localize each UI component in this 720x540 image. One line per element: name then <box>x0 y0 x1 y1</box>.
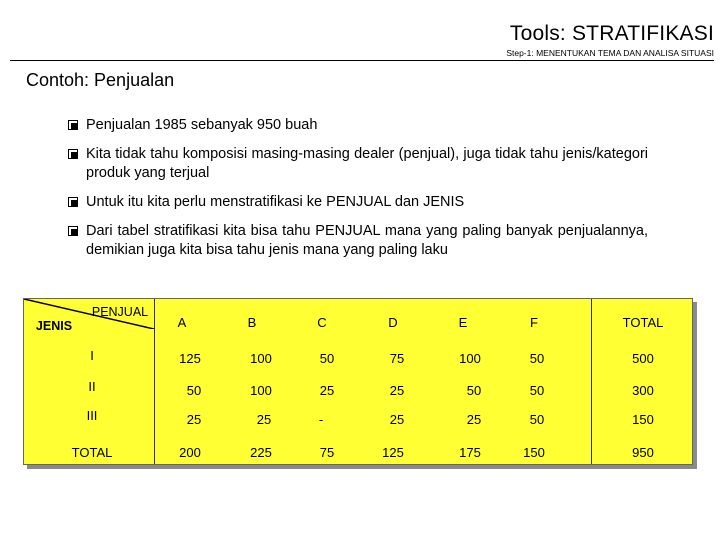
section-heading: Contoh: Penjualan <box>26 70 175 90</box>
column-header: C <box>317 315 327 330</box>
table-cell: 150 <box>632 412 654 427</box>
corner-header-penjual: PENJUAL <box>91 305 149 319</box>
table-cell: 100 <box>250 383 272 398</box>
table-cell: 125 <box>179 351 201 366</box>
table-cell: 300 <box>632 383 654 398</box>
table-divider <box>154 299 155 464</box>
table-cell: 25 <box>389 412 405 427</box>
table-divider <box>591 299 592 464</box>
slide-subtitle: Step-1: MENENTUKAN TEMA DAN ANALISA SITUASI <box>506 48 714 58</box>
bullet-text: Kita tidak tahu komposisi masing-masing dealer (penjual), juga tidak tahu jenis/kategori produk yang terjual <box>86 146 648 181</box>
corner-header-jenis: JENIS <box>35 319 73 333</box>
row-label: I <box>90 348 94 363</box>
table-cell: 25 <box>186 412 202 427</box>
table-cell: 950 <box>632 445 654 460</box>
bullet-list <box>68 116 648 270</box>
column-header: D <box>388 315 398 330</box>
table-cell: 50 <box>186 383 202 398</box>
table-cell: 50 <box>319 351 335 366</box>
table-cell: 225 <box>250 445 272 460</box>
checkbox-bullet-icon <box>68 226 78 236</box>
table-cell: 125 <box>382 445 404 460</box>
bullet-item <box>68 193 648 212</box>
table-cell: 200 <box>179 445 201 460</box>
table-cell: 175 <box>459 445 481 460</box>
slide-title: Tools: STRATIFIKASI <box>509 22 714 45</box>
bullet-text: Dari tabel stratifikasi kita bisa tahu PENJUAL mana yang paling banyak penjualannya, demikian juga kita bisa tahu jenis mana yang paling laku <box>86 223 648 258</box>
checkbox-bullet-icon <box>68 149 78 159</box>
table-cell: 75 <box>319 445 335 460</box>
table-cell: 75 <box>389 351 405 366</box>
column-header: TOTAL <box>622 315 664 330</box>
table-cell: 50 <box>466 383 482 398</box>
bullet-text: Untuk itu kita perlu menstratifikasi ke PENJUAL dan JENIS <box>86 194 465 210</box>
bullet-text: Penjualan 1985 sebanyak 950 buah <box>86 117 318 133</box>
table-cell: 25 <box>319 383 335 398</box>
table-cell: 100 <box>250 351 272 366</box>
table-cell: 25 <box>466 412 482 427</box>
stratification-table <box>23 298 693 465</box>
header-divider <box>10 60 714 61</box>
table-cell: 500 <box>632 351 654 366</box>
checkbox-bullet-icon <box>68 197 78 207</box>
column-header: E <box>458 315 468 330</box>
table-cell: 50 <box>529 351 545 366</box>
checkbox-bullet-icon <box>68 120 78 130</box>
column-header: B <box>247 315 257 330</box>
table-cell: - <box>318 412 324 427</box>
row-label: III <box>86 408 98 423</box>
table-cell: 25 <box>389 383 405 398</box>
bullet-item <box>68 145 648 183</box>
table-cell: 25 <box>256 412 272 427</box>
bullet-item <box>68 116 648 135</box>
table-cell: 50 <box>529 412 545 427</box>
column-header: A <box>177 315 187 330</box>
column-header: F <box>530 315 538 330</box>
bullet-item <box>68 222 648 260</box>
table-cell: 50 <box>529 383 545 398</box>
row-label: II <box>88 379 96 394</box>
row-label: TOTAL <box>71 445 113 460</box>
table-cell: 150 <box>523 445 545 460</box>
table-cell: 100 <box>459 351 481 366</box>
